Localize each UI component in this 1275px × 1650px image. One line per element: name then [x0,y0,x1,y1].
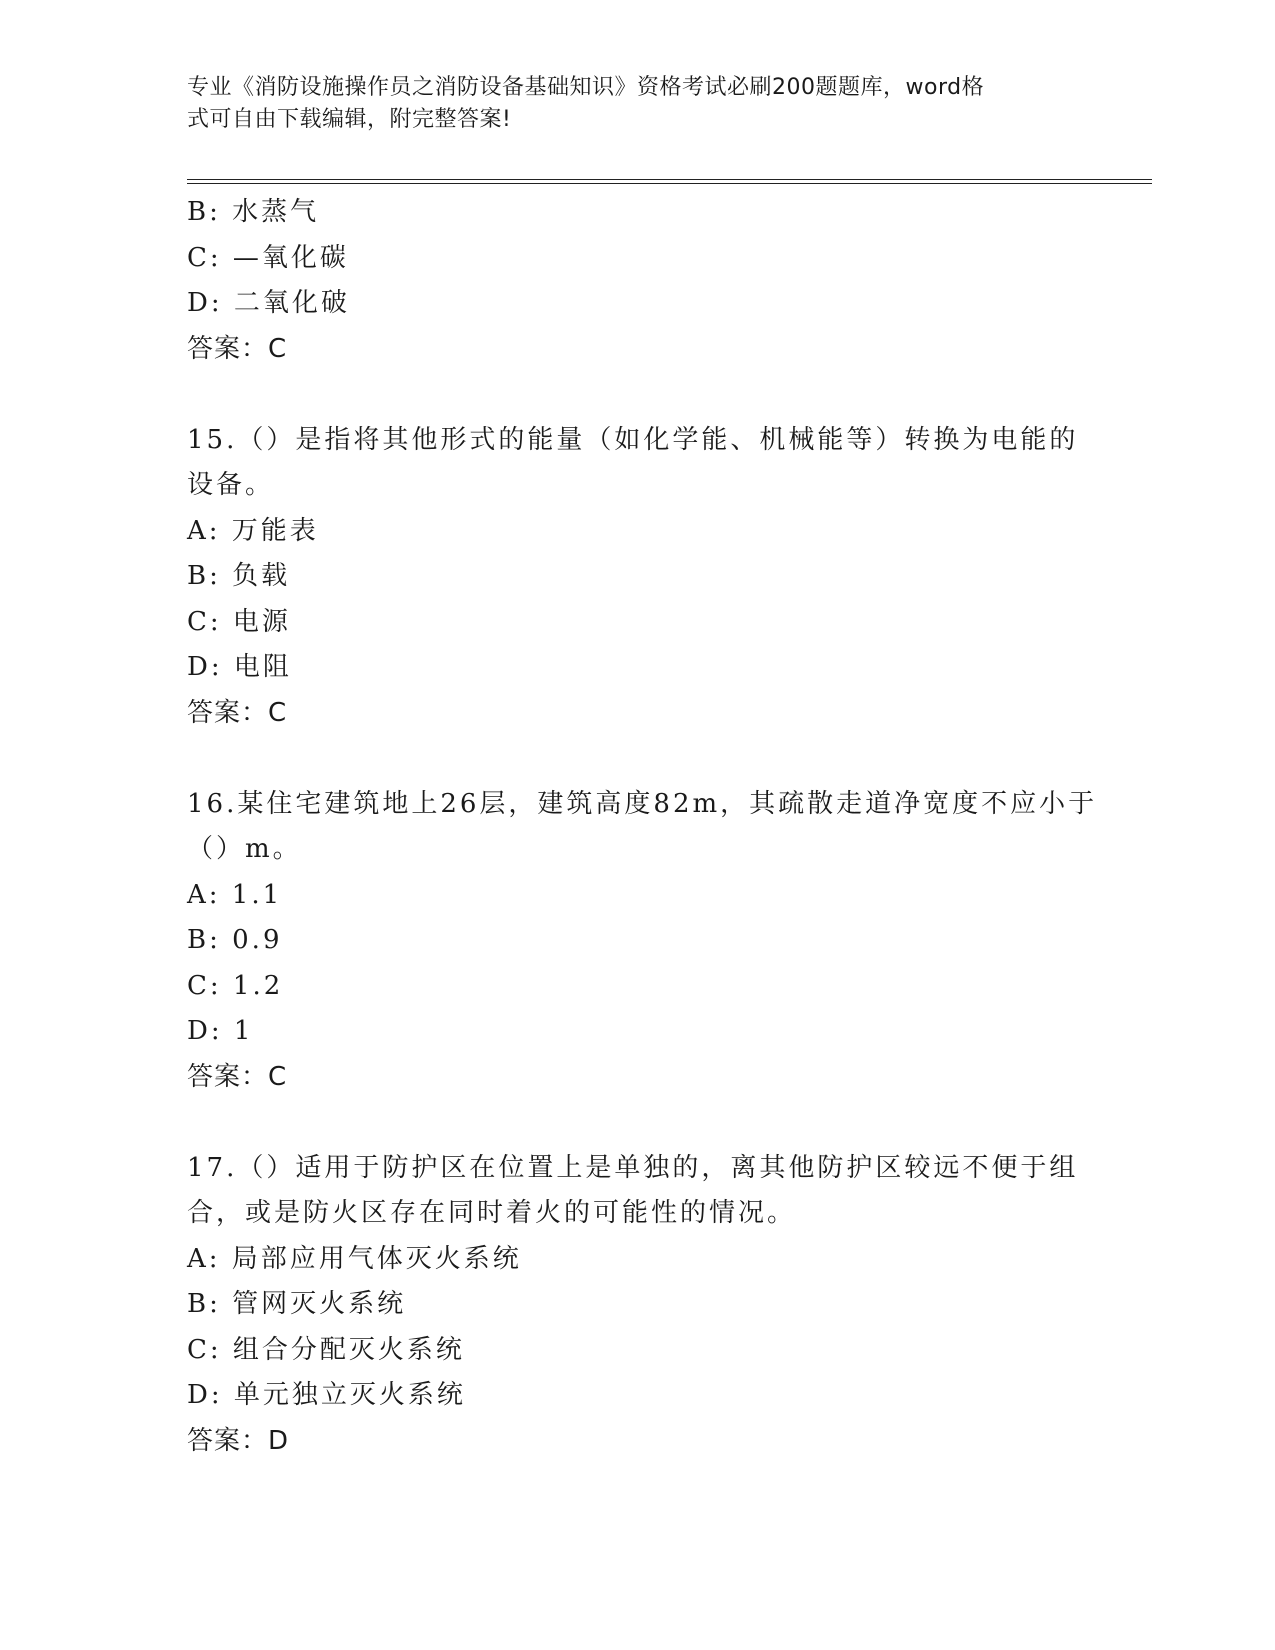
question-stem-line-1: 15.（）是指将其他形式的能量（如化学能、机械能等）转换为电能的 [187,424,1079,455]
option-b: B: 负载 [187,561,291,591]
question-stem-line-2: 设备。 [187,470,275,500]
header-line-2: 式可自由下载编辑，附完整答案! [187,107,512,132]
answer: 答案：C [187,697,288,728]
question-stem-line-2: 合，或是防火区存在同时着火的可能性的情况。 [187,1198,797,1228]
option-b: B: 管网灭火系统 [187,1289,407,1319]
option-c: C: —氧化碳 [187,242,349,273]
question-16 [187,782,1098,1101]
spacer [187,1100,1087,1146]
question-15 [187,418,1087,737]
option-a: A: 局部应用气体灭火系统 [187,1243,522,1274]
option-c: C: 1.2 [187,970,284,1001]
option-b: B: 水蒸气 [187,197,320,227]
answer: 答案：C [187,333,288,364]
option-d: D: 单元独立灭火系统 [187,1380,466,1410]
option-c: C: 组合分配灭火系统 [187,1334,465,1365]
page-header [187,72,1087,136]
header-divider-top [187,179,1152,180]
question-stem-line-1: 16.某住宅建筑地上26层，建筑高度82m，其疏散走道净宽度不应小于 [187,788,1098,819]
spacer [187,736,1087,782]
option-d: D: 1 [187,1016,254,1046]
option-d: D: 电阻 [187,652,292,682]
question-17 [187,1146,1087,1465]
option-d: D: 二氧化破 [187,288,350,318]
option-b: B: 0.9 [187,925,283,955]
question-stem-line-1: 17.（）适用于防护区在位置上是单独的，离其他防护区较远不便于组 [187,1152,1079,1183]
question-14 [187,190,1087,372]
answer: 答案：C [187,1061,288,1092]
spacer [187,372,1087,418]
header-line-1: 专业《消防设施操作员之消防设备基础知识》资格考试必刷200题题库，word格 [187,75,985,100]
question-list [187,190,1098,1464]
option-c: C: 电源 [187,606,291,637]
option-a: A: 1.1 [187,879,283,910]
option-a: A: 万能表 [187,515,319,546]
question-stem-line-2: （）m。 [187,834,302,864]
answer: 答案：D [187,1425,290,1456]
header-divider-bottom [187,183,1152,184]
